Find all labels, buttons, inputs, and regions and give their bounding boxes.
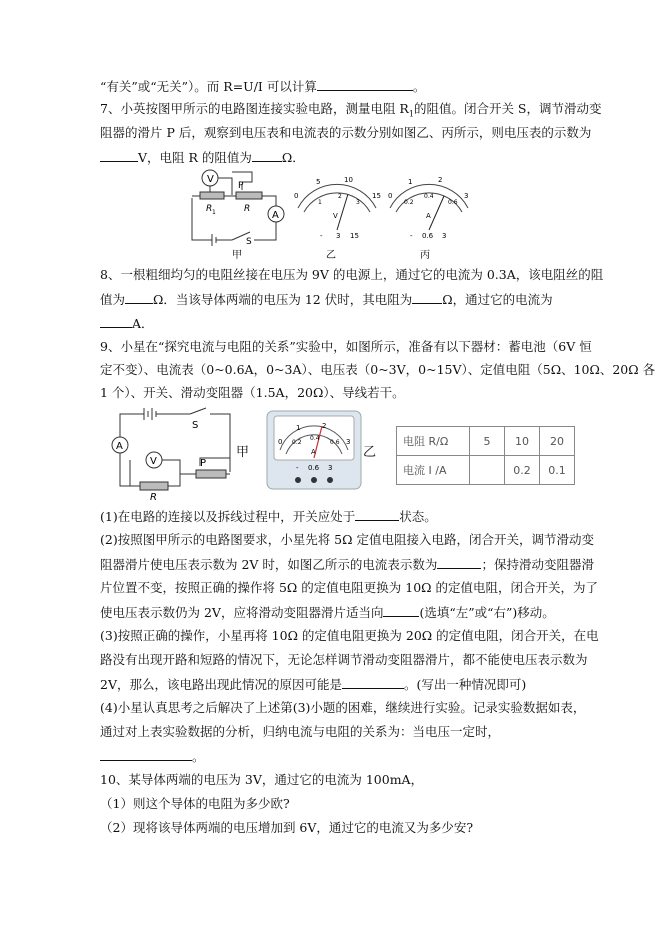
svg-text:-: - xyxy=(410,232,413,240)
svg-text:3: 3 xyxy=(328,464,333,472)
q9-ammeter-yi xyxy=(266,410,362,490)
svg-text:0.6: 0.6 xyxy=(330,439,340,446)
q10-line-1: 10、某导体两端的电压为 3V，通过它的电流为 100mA， xyxy=(100,772,424,787)
q7-line-3: V，电阻 R 的阻值为 Ω． xyxy=(100,148,305,167)
answer-blank[interactable] xyxy=(252,148,282,162)
svg-text:A: A xyxy=(426,212,431,220)
svg-text:-: - xyxy=(296,464,299,472)
svg-text:0.6: 0.6 xyxy=(448,199,458,206)
q9-part4-line2: 通过对上表实验数据的分析，归纳电流与电阻的关系为：当电压一定时， xyxy=(100,724,501,739)
svg-text:3: 3 xyxy=(442,232,447,240)
table-row: 电流 I /A 0.2 0.1 xyxy=(397,456,575,485)
svg-text:P: P xyxy=(200,458,207,469)
svg-text:15: 15 xyxy=(350,232,359,240)
svg-text:15: 15 xyxy=(372,192,381,200)
svg-text:0.2: 0.2 xyxy=(404,199,414,206)
svg-text:R: R xyxy=(150,492,157,500)
svg-text:0: 0 xyxy=(294,192,299,200)
svg-text:-: - xyxy=(320,232,323,240)
svg-text:1: 1 xyxy=(296,424,301,432)
svg-text:S: S xyxy=(192,420,199,431)
label-jia: 甲 xyxy=(236,445,250,460)
answer-blank[interactable] xyxy=(437,555,481,569)
svg-text:0: 0 xyxy=(388,192,393,200)
answer-blank[interactable] xyxy=(355,507,399,521)
svg-text:1: 1 xyxy=(318,199,322,206)
line-q6-tail: “有关”或“无关”）。而 R=U/I 可以计算 。 xyxy=(100,79,426,94)
q9-part4-line1: (4)小星认真思考之后解决了上述第(3)小题的困难，继续进行实验。记录实验数据如表， xyxy=(100,700,586,715)
svg-text:0.2: 0.2 xyxy=(292,439,302,446)
svg-text:0.6: 0.6 xyxy=(308,464,320,472)
svg-text:A: A xyxy=(311,448,316,456)
svg-text:V: V xyxy=(207,174,214,185)
q9-part2-line1: (2)按照图甲所示的电路图要求，小星先将 5Ω 定值电阻接入电路，闭合开关，调节滑动变 xyxy=(100,532,594,547)
svg-text:甲: 甲 xyxy=(232,250,242,260)
voltmeter-face xyxy=(298,184,376,230)
answer-blank[interactable] xyxy=(100,148,138,162)
svg-text:R: R xyxy=(244,204,251,214)
svg-text:3: 3 xyxy=(464,192,469,200)
svg-text:丙: 丙 xyxy=(420,250,430,260)
q10-line-2: （1）则这个导体的电阻为多少欧? xyxy=(100,796,290,811)
answer-blank[interactable] xyxy=(100,747,192,761)
q9-part3-line3: 2V，那么，该电路出现此情况的原因可能是 。(写出一种情况即可) xyxy=(100,677,527,692)
svg-text:2: 2 xyxy=(322,422,327,430)
q9-line-2: 定不变）、电流表（0~0.6A，0~3A）、电压表（0~3V，0~15V）、定值电阻（5Ω、10Ω、20Ω 各 xyxy=(100,362,656,377)
q9-line-3: 1 个）、开关、滑动变阻器（1.5A，20Ω）、导线若干。 xyxy=(100,385,405,400)
svg-text:2: 2 xyxy=(338,193,342,200)
svg-text:2: 2 xyxy=(438,176,443,184)
answer-blank[interactable] xyxy=(317,77,413,91)
svg-text:3: 3 xyxy=(356,199,360,206)
svg-text:5: 5 xyxy=(316,178,321,186)
q10-line-3: （2）现将该导体两端的电压增加到 6V，通过它的电流又为多少安? xyxy=(100,820,474,835)
ammeter-face xyxy=(390,184,468,230)
svg-text:V: V xyxy=(150,456,157,467)
q7-figure xyxy=(180,168,480,260)
data-table xyxy=(396,426,575,485)
answer-blank[interactable] xyxy=(125,290,153,304)
svg-text:1: 1 xyxy=(408,178,413,186)
svg-text:3: 3 xyxy=(346,438,351,446)
q9-part3-line1: (3)按照正确的操作，小星再将 10Ω 的定值电阻更换为 20Ω 的定值电阻，闭合开关，在电 xyxy=(100,628,599,643)
q9-line-1: 9、小星在“探究电流与电阻的关系”实验中，如图所示，准备有以下器材：蓄电池（6V 恒 xyxy=(100,339,592,354)
svg-text:1: 1 xyxy=(212,209,216,216)
label-yi: 乙 xyxy=(363,445,377,460)
q8-line-1: 8、一根粗细均匀的电阻丝接在电压为 9V 的电源上，通过它的电流为 0.3A，该电阻丝的阻 xyxy=(100,267,604,282)
q9-part3-line2: 路没有出现开路和短路的情况下，无论怎样调节滑动变阻器滑片，都不能使电压表示数为 xyxy=(100,652,588,667)
svg-text:乙: 乙 xyxy=(326,250,336,260)
svg-text:10: 10 xyxy=(344,176,353,184)
answer-blank[interactable] xyxy=(412,290,442,304)
svg-text:S: S xyxy=(246,237,252,247)
svg-text:P: P xyxy=(238,181,244,191)
q9-part1: (1)在电路的连接以及拆线过程中，开关应处于 状态。 xyxy=(100,509,437,524)
table-row: 电阻 R/Ω 5 10 20 xyxy=(397,427,575,456)
answer-blank[interactable] xyxy=(100,314,132,328)
q9-part2-line3: 片位置不变，按照正确的操作将 5Ω 的定值电阻更换为 10Ω 的定值电阻，闭合开关，为了 xyxy=(100,580,598,595)
svg-text:3: 3 xyxy=(336,232,341,240)
answer-blank[interactable] xyxy=(342,675,404,689)
q9-part2-line2: 阻器滑片使电压表示数为 2V 时，如图乙所示的电流表示数为 ；保持滑动变阻器滑 xyxy=(100,557,594,572)
q9-part2-line4: 使电压表示数仍为 2V，应将滑动变阻器滑片适当向 (选填“左”或“右”)移动。 xyxy=(100,605,555,620)
q9-part4-line3: 。 xyxy=(100,747,205,766)
svg-text:A: A xyxy=(272,210,279,221)
svg-text:0.4: 0.4 xyxy=(424,193,434,200)
answer-blank[interactable] xyxy=(383,603,419,617)
svg-text:0: 0 xyxy=(278,438,283,446)
q7-line-2: 阻器的滑片 P 后，观察到电压表和电流表的示数分别如图乙、丙所示，则电压表的示数为 xyxy=(100,125,592,140)
svg-text:0.6: 0.6 xyxy=(422,232,434,240)
q8-line-3: A． xyxy=(100,314,154,333)
q7-line-1: 7、小英按图甲所示的电路图连接实验电路，测量电阻 $R_1$的阻值。闭合开关 S，调节滑动变 xyxy=(100,101,602,119)
svg-text:A: A xyxy=(116,441,123,452)
svg-text:V: V xyxy=(333,212,338,220)
svg-text:R: R xyxy=(206,204,213,214)
q8-line-2: 值为 Ω．当该导体两端的电压为 12 伏时，其电阻为 Ω，通过它的电流为 xyxy=(100,292,553,307)
svg-text:0.4: 0.4 xyxy=(310,435,320,442)
